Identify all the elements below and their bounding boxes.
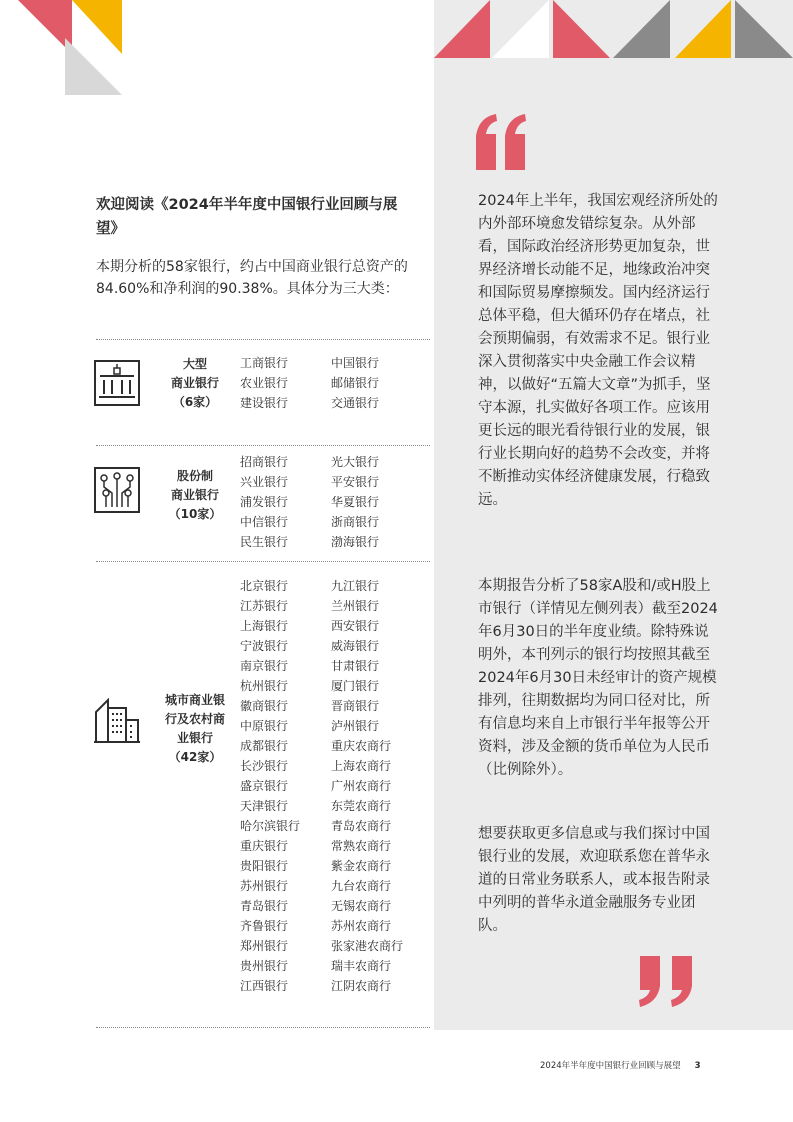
bank-name: 九江银行 (331, 579, 380, 593)
bank-name: 上海农商行 (331, 759, 392, 773)
category-label-line: 行及农村商 (164, 712, 225, 726)
bank-name: 浙商银行 (331, 515, 380, 529)
circuit-network-icon (94, 467, 140, 513)
bank-list-col2 (331, 576, 403, 996)
bank-name: 杭州银行 (240, 679, 289, 693)
bank-name: 郑州银行 (240, 939, 289, 953)
bank-name: 重庆银行 (240, 839, 289, 853)
bank-name: 渤海银行 (331, 535, 380, 549)
page-footer (540, 1059, 701, 1071)
category-label-joint-stock (160, 467, 230, 524)
bank-name: 九台农商行 (331, 879, 392, 893)
bank-name: 威海银行 (331, 639, 380, 653)
bank-name: 邮储银行 (331, 376, 380, 390)
right-paragraph-3: 想要获取更多信息或与我们探讨中国银行业的发展，欢迎联系您在普华永道的日常业务联系人，或本报告附录中列明的普华永道金融服务专业团队。 (478, 826, 710, 934)
category-label-large (160, 355, 230, 412)
bank-name: 常熟农商行 (331, 839, 392, 853)
bank-list-col2 (331, 452, 379, 552)
divider (96, 1027, 430, 1028)
bank-list-col2 (331, 353, 379, 413)
bank-name: 贵阳银行 (240, 859, 289, 873)
bank-name: 成都银行 (240, 739, 289, 753)
bank-name: 南京银行 (240, 659, 289, 673)
category-label-line: （6家） (172, 395, 218, 409)
category-label-line: （10家） (168, 507, 222, 521)
bank-name: 紫金农商行 (331, 859, 392, 873)
bank-name: 招商银行 (240, 455, 289, 469)
category-label-line: （42家） (168, 750, 222, 764)
divider (96, 339, 430, 340)
bank-name: 重庆农商行 (331, 739, 392, 753)
bank-name: 农业银行 (240, 376, 289, 390)
bank-building-icon (94, 360, 140, 406)
bank-name: 东莞农商行 (331, 799, 392, 813)
footer-title: 2024年半年度中国银行业回顾与展望 (540, 1061, 681, 1071)
bank-name: 张家港农商行 (331, 939, 404, 953)
bank-name: 华夏银行 (331, 495, 380, 509)
bank-name: 青岛农商行 (331, 819, 392, 833)
category-label-line: 城市商业银 (164, 693, 225, 707)
bank-name: 宁波银行 (240, 639, 289, 653)
bank-name: 哈尔滨银行 (240, 819, 301, 833)
bank-name: 江苏银行 (240, 599, 289, 613)
bank-name: 浦发银行 (240, 495, 289, 509)
bank-name: 盛京银行 (240, 779, 289, 793)
bank-name: 上海银行 (240, 619, 289, 633)
bank-name: 平安银行 (331, 475, 380, 489)
bank-name: 泸州银行 (331, 719, 380, 733)
bank-name: 中原银行 (240, 719, 289, 733)
bank-name: 中信银行 (240, 515, 289, 529)
bank-name: 苏州农商行 (331, 919, 392, 933)
page-number: 3 (694, 1061, 701, 1071)
intro-description: 本期分析的58家银行，约占中国商业银行总资产的84.60%和净利润的90.38%。具体分为三大类： (96, 259, 408, 297)
city-buildings-icon (94, 698, 140, 744)
bank-name: 天津银行 (240, 799, 289, 813)
intro-title: 欢迎阅读《2024年半年度中国银行业回顾与展望》 (96, 197, 398, 237)
bank-name: 光大银行 (331, 455, 380, 469)
bank-name: 瑞丰农商行 (331, 959, 392, 973)
bank-name: 民生银行 (240, 535, 289, 549)
bank-name: 甘肃银行 (331, 659, 380, 673)
category-label-line: 股份制 (176, 469, 213, 483)
bank-name: 广州农商行 (331, 779, 392, 793)
bank-name: 晋商银行 (331, 699, 380, 713)
bank-name: 交通银行 (331, 396, 380, 410)
bank-name: 江阴农商行 (331, 979, 392, 993)
bank-name: 青岛银行 (240, 899, 289, 913)
right-paragraph-1: 2024年上半年，我国宏观经济所处的内外部环境愈发错综复杂。从外部看，国际政治经济形势更加复杂，世界经济增长动能不足，地缘政治冲突和国际贸易摩擦频发。国内经济运行总体平稳，但大循环仍存在堵点，社会预期偏弱，有效需求不足。银行业深入贯彻落实中央金融工作会议精神，以做好“五篇大文章”为抓手，坚守本源，扎实做好各项工作。应该用更长远的眼光看待银行业的发展，银行业长期向好的趋势不会改变，并将不断推动实体经济健康发展，行稳致远。 (478, 193, 718, 508)
bank-name: 厦门银行 (331, 679, 380, 693)
bank-name: 兴业银行 (240, 475, 289, 489)
bank-name: 西安银行 (331, 619, 380, 633)
bank-name: 无锡农商行 (331, 899, 392, 913)
bank-list-col1 (240, 452, 288, 552)
category-label-line: 商业银行 (170, 376, 219, 390)
divider (96, 445, 430, 446)
category-label-line: 大型 (182, 357, 207, 371)
divider (96, 561, 430, 562)
category-label-line: 商业银行 (170, 488, 219, 502)
bank-name: 工商银行 (240, 356, 289, 370)
category-label-line: 业银行 (176, 731, 213, 745)
close-quote-icon (634, 952, 702, 1008)
bank-name: 江西银行 (240, 979, 289, 993)
bank-list-col1 (240, 353, 288, 413)
bank-name: 建设银行 (240, 396, 289, 410)
open-quote-icon (472, 112, 530, 174)
bank-name: 苏州银行 (240, 879, 289, 893)
bank-name: 徽商银行 (240, 699, 289, 713)
bank-name: 北京银行 (240, 579, 289, 593)
bank-list-col1 (240, 576, 300, 996)
bank-name: 兰州银行 (331, 599, 380, 613)
bank-name: 齐鲁银行 (240, 919, 289, 933)
right-paragraph-2: 本期报告分析了58家A股和/或H股上市银行（详情见左侧列表）截至2024年6月30日的半年度业绩。除特殊说明外，本刊列示的银行均按照其截至2024年6月30日未经审计的资产规模排列，往期数据均为同口径对比，所有信息均来自上市银行半年报等公开资料，涉及金额的货币单位为人民币（比例除外）。 (478, 578, 718, 778)
bank-name: 贵州银行 (240, 959, 289, 973)
bank-name: 中国银行 (331, 356, 380, 370)
bank-name: 长沙银行 (240, 759, 289, 773)
category-label-city-rural (158, 691, 232, 767)
